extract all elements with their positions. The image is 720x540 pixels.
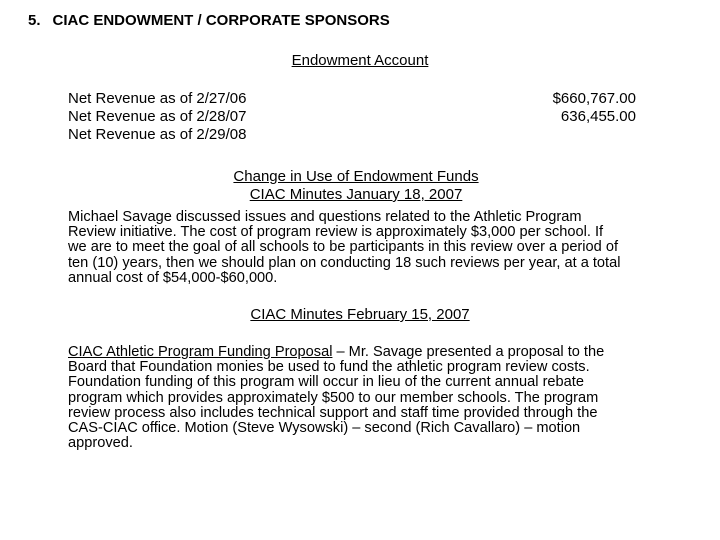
paragraph-line: Board that Foundation monies be used to fund the athletic program review costs.: [68, 359, 590, 376]
paragraph-line: we are to meet the goal of all schools to be participants in this review over a period of: [68, 239, 618, 256]
paragraph-line: Michael Savage discussed issues and questions related to the Athletic Program: [68, 209, 582, 225]
change-in-use-title: Change in Use of Endowment Funds: [233, 168, 479, 185]
paragraph-first-line: [68, 345, 668, 360]
section-number: 5.: [28, 12, 41, 29]
minutes-february-title: CIAC Minutes February 15, 2007: [250, 306, 470, 323]
revenue-label: Net Revenue as of 2/28/07: [68, 108, 247, 125]
paragraph-line: review process also includes technical support and staff time provided through the: [68, 404, 598, 421]
paragraph-line: approved.: [68, 435, 133, 452]
paragraph-line: CAS-CIAC office. Motion (Steve Wysowski) – second (Rich Cavallaro) – motion: [68, 420, 581, 437]
revenue-labels: [68, 90, 246, 144]
paragraph-line-rest: – Mr. Savage presented a proposal to the: [332, 344, 605, 360]
paragraph-line: Foundation funding of this program will occur in lieu of the current annual rebate: [68, 374, 584, 391]
revenue-values: [520, 90, 636, 126]
revenue-label: Net Revenue as of 2/27/06: [68, 90, 247, 107]
minutes-january-title: CIAC Minutes January 18, 2007: [249, 186, 463, 203]
endowment-account-title: Endowment Account: [291, 52, 429, 69]
section-heading: [28, 12, 390, 29]
january-minutes-paragraph: [68, 210, 668, 286]
revenue-label: Net Revenue as of 2/29/08: [68, 126, 247, 143]
paragraph-line: annual cost of $54,000-$60,000.: [68, 269, 278, 286]
paragraph-line: Review initiative. The cost of program review is approximately $3,000 per school. If: [68, 224, 604, 241]
section-title: CIAC ENDOWMENT / CORPORATE SPONSORS: [52, 12, 390, 29]
february-minutes-paragraph: [68, 345, 668, 451]
revenue-value: $660,767.00: [552, 90, 636, 107]
paragraph-line: ten (10) years, then we should plan on conducting 18 such reviews per year, at a total: [68, 254, 621, 271]
funding-proposal-title: CIAC Athletic Program Funding Proposal: [68, 344, 333, 360]
revenue-value: 636,455.00: [560, 108, 636, 125]
paragraph-line: program which provides approximately $500 to our member schools. The program: [68, 389, 599, 406]
